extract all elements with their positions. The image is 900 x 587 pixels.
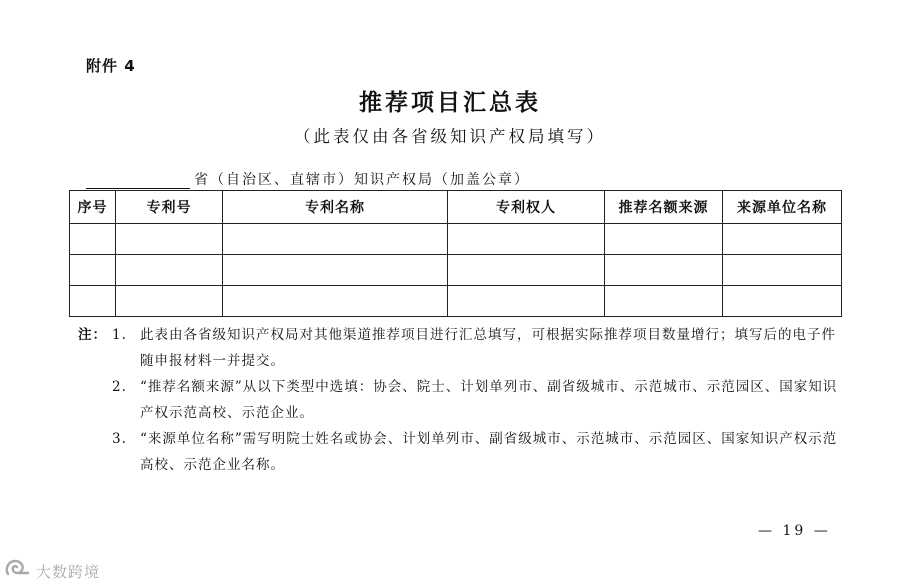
- province-line-text: 省（自治区、直辖市）知识产权局（加盖公章）: [194, 172, 530, 188]
- watermark: [4, 558, 100, 584]
- note-text: “推荐名额来源”从以下类型中选填：协会、院士、计划单列市、副省级城市、示范城市、示范园区、国家知识产权示范高校、示范企业。: [140, 379, 838, 421]
- column-header-patent-name: 专利名称: [223, 191, 448, 224]
- note-item: [78, 322, 848, 374]
- table-cell: [70, 286, 116, 317]
- note-item: [78, 426, 848, 478]
- table-row: [70, 286, 842, 317]
- column-header-index: 序号: [70, 191, 116, 224]
- table-cell: [605, 286, 723, 317]
- table-header-row: [70, 191, 842, 224]
- table-cell: [116, 224, 223, 255]
- table-cell: [223, 224, 448, 255]
- note-indent: [78, 374, 112, 426]
- table-cell: [70, 224, 116, 255]
- watermark-text: 大数跨境: [36, 562, 101, 581]
- column-header-quota-source: 推荐名额来源: [605, 191, 723, 224]
- province-line: [86, 167, 530, 189]
- table-cell: [223, 286, 448, 317]
- table-cell: [223, 255, 448, 286]
- table-cell: [448, 286, 605, 317]
- table-cell: [448, 255, 605, 286]
- table-cell: [70, 255, 116, 286]
- watermark-logo-icon: [4, 558, 30, 584]
- page-number: — 19 —: [758, 523, 831, 539]
- table-cell: [116, 286, 223, 317]
- table-cell: [723, 255, 842, 286]
- column-header-source-unit: 来源单位名称: [723, 191, 842, 224]
- note-number: 2.: [112, 379, 127, 395]
- attachment-label: 附件 4: [86, 57, 136, 75]
- note-text: 此表由各省级知识产权局对其他渠道推荐项目进行汇总填写，可根据实际推荐项目数量增行；填写后的电子件随申报材料一并提交。: [140, 327, 836, 369]
- table-cell: [723, 286, 842, 317]
- column-header-patentee: 专利权人: [448, 191, 605, 224]
- table-row: [70, 255, 842, 286]
- note-number: 3.: [112, 431, 127, 447]
- column-header-patent-number: 专利号: [116, 191, 223, 224]
- table-cell: [116, 255, 223, 286]
- table-cell: [448, 224, 605, 255]
- note-item: [78, 374, 848, 426]
- notes-section: [78, 322, 848, 478]
- summary-table: [69, 190, 842, 317]
- note-number: 1.: [112, 327, 127, 343]
- note-text: “来源单位名称”需写明院士姓名或协会、计划单列市、副省级城市、示范城市、示范园区、国家知识产权示范高校、示范企业名称。: [140, 431, 838, 473]
- note-indent: [78, 426, 112, 478]
- table-cell: [723, 224, 842, 255]
- province-blank: [86, 170, 190, 189]
- page-title: 推荐项目汇总表: [359, 89, 541, 116]
- notes-label: 注：: [78, 327, 107, 343]
- page-subtitle: （此表仅由各省级知识产权局填写）: [294, 127, 606, 146]
- table-cell: [605, 224, 723, 255]
- table-row: [70, 224, 842, 255]
- table-cell: [605, 255, 723, 286]
